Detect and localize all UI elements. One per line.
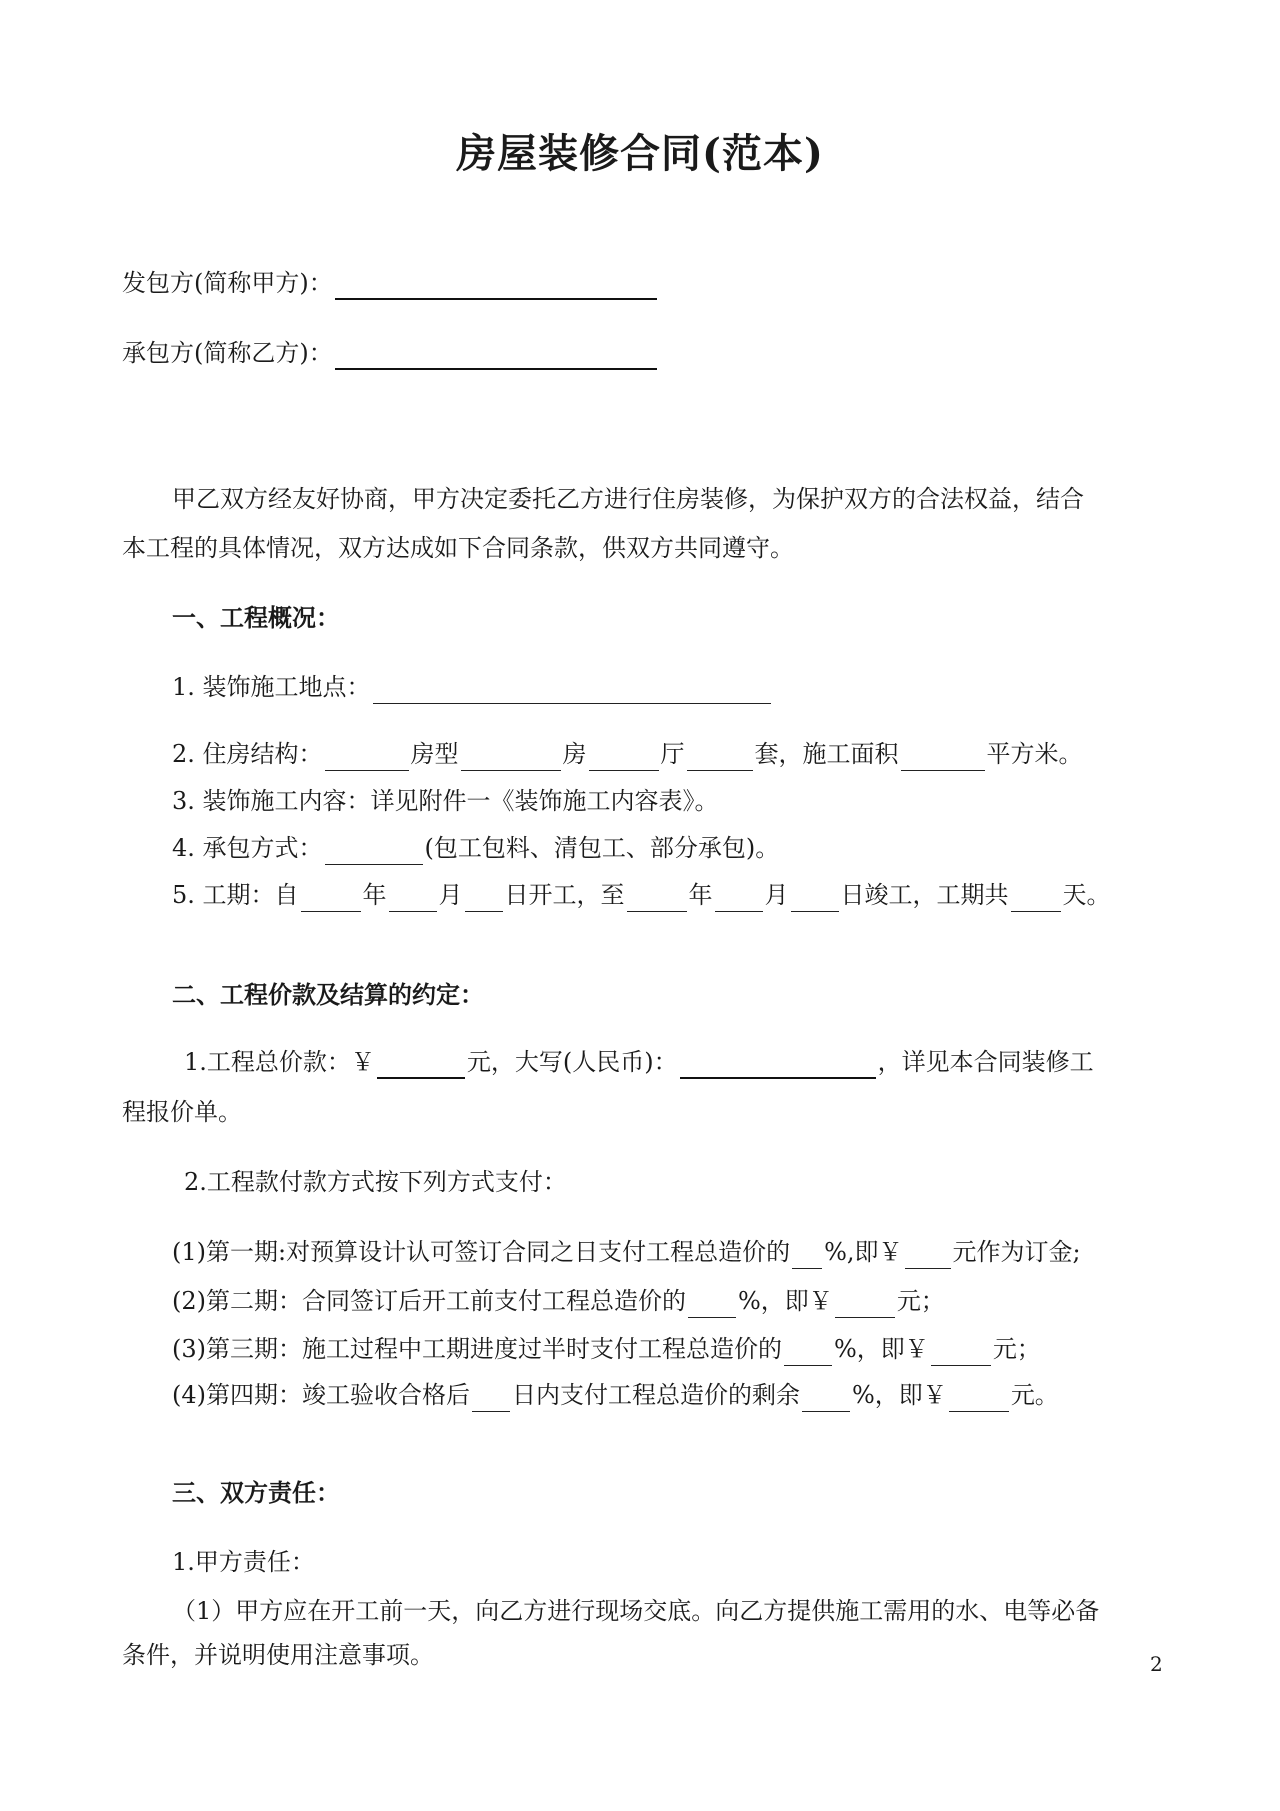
- item-1-3: 3. 装饰施工内容：详见附件一《装饰施工内容表》。: [172, 787, 719, 815]
- payment-2-suffix: 元；: [896, 1287, 945, 1315]
- payment-4-suffix: 元。: [1010, 1381, 1059, 1409]
- payment-1-amount-blank[interactable]: [905, 1242, 951, 1269]
- payment-3: [172, 1332, 1041, 1366]
- item-1-1-label: 1. 装饰施工地点：: [172, 673, 371, 701]
- item-1-2: [172, 737, 1083, 771]
- payment-2: [172, 1284, 945, 1318]
- total-price-words-label: 元，大写(人民币)：: [466, 1048, 678, 1076]
- preamble-line-2: 本工程的具体情况，双方达成如下合同条款，供双方共同遵守。: [122, 534, 794, 562]
- payment-4-days-blank[interactable]: [472, 1385, 510, 1412]
- area-blank[interactable]: [901, 744, 985, 771]
- party-a-duty-1-line-2: 条件，并说明使用注意事项。: [122, 1641, 434, 1669]
- party-a-duty-1-line-1: （1）甲方应在开工前一天，向乙方进行现场交底。向乙方提供施工需用的水、电等必备: [172, 1597, 1100, 1625]
- payment-4-label: (4)第四期：竣工验收合格后: [172, 1381, 470, 1409]
- item-1-2-label: 2. 住房结构：: [172, 740, 323, 768]
- halls-blank[interactable]: [589, 744, 659, 771]
- end-year-text: 年: [688, 881, 713, 909]
- payment-1-suffix: 元作为订金;: [952, 1238, 1081, 1266]
- section-1-heading: 一、工程概况：: [172, 603, 340, 632]
- construction-address-blank[interactable]: [373, 677, 771, 704]
- duration-days-text: 天。: [1062, 881, 1111, 909]
- section-2-heading: 二、工程价款及结算的约定：: [172, 980, 484, 1009]
- party-a-blank[interactable]: [335, 272, 657, 300]
- start-day-text: 日开工，至: [504, 881, 625, 909]
- total-price-words-blank[interactable]: [680, 1051, 876, 1079]
- end-day-blank[interactable]: [791, 885, 839, 912]
- item-2-1-line-2: 程报价单。: [122, 1098, 242, 1126]
- payment-2-amount-blank[interactable]: [835, 1291, 895, 1318]
- item-1-4-label: 4. 承包方式：: [172, 834, 323, 862]
- units-area-text: 套，施工面积: [754, 740, 899, 768]
- duration-days-blank[interactable]: [1011, 885, 1061, 912]
- payment-1-amount-label: %,即￥: [824, 1238, 903, 1266]
- preamble-line-1: 甲乙双方经友好协商，甲方决定委托乙方进行住房装修，为保护双方的合法权益，结合: [172, 485, 1084, 513]
- payment-4-amount-blank[interactable]: [949, 1385, 1009, 1412]
- contract-mode-options: (包工包料、清包工、部分承包)。: [424, 834, 780, 862]
- payment-3-amount-blank[interactable]: [931, 1339, 991, 1366]
- total-price-blank[interactable]: [377, 1051, 465, 1079]
- end-year-blank[interactable]: [627, 885, 687, 912]
- item-2-1: [184, 1045, 1094, 1079]
- party-b-label: 承包方(简称乙方)：: [122, 339, 333, 367]
- payment-1-percent-blank[interactable]: [792, 1242, 822, 1269]
- payment-3-suffix: 元；: [992, 1335, 1041, 1363]
- payment-3-percent-blank[interactable]: [784, 1339, 832, 1366]
- payment-4-remaining-label: 日内支付工程总造价的剩余: [512, 1381, 800, 1409]
- item-2-1-label: 1.工程总价款：￥: [184, 1048, 375, 1076]
- item-1-5-label: 5. 工期：自: [172, 881, 299, 909]
- page-number: 2: [1150, 1652, 1163, 1676]
- payment-4: [172, 1378, 1059, 1412]
- payment-1: [172, 1235, 1081, 1269]
- payment-4-amount-label: %，即￥: [852, 1381, 947, 1409]
- end-month-text: 月: [764, 881, 789, 909]
- item-2-2: 2.工程款付款方式按下列方式支付：: [184, 1168, 567, 1196]
- payment-1-label: (1)第一期:对预算设计认可签订合同之日支付工程总造价的: [172, 1238, 791, 1266]
- item-1-4: [172, 831, 779, 865]
- area-unit-text: 平方米。: [986, 740, 1083, 768]
- section-3-sub-1: 1.甲方责任：: [172, 1548, 315, 1576]
- halls-text: 厅: [660, 740, 685, 768]
- end-month-blank[interactable]: [715, 885, 763, 912]
- start-year-text: 年: [362, 881, 387, 909]
- item-1-1: [172, 670, 773, 704]
- payment-2-amount-label: %，即￥: [738, 1287, 833, 1315]
- party-b-row: [122, 336, 659, 370]
- rooms-blank[interactable]: [461, 744, 561, 771]
- payment-2-label: (2)第二期：合同签订后开工前支付工程总造价的: [172, 1287, 686, 1315]
- payment-4-percent-blank[interactable]: [802, 1385, 850, 1412]
- house-type-text: 房型: [410, 740, 459, 768]
- payment-3-amount-label: %，即￥: [834, 1335, 929, 1363]
- house-type-blank[interactable]: [325, 744, 409, 771]
- party-a-label: 发包方(简称甲方)：: [122, 269, 333, 297]
- payment-3-label: (3)第三期：施工过程中工期进度过半时支付工程总造价的: [172, 1335, 782, 1363]
- end-day-text: 日竣工，工期共: [840, 881, 1009, 909]
- party-a-row: [122, 266, 659, 300]
- start-day-blank[interactable]: [465, 885, 503, 912]
- contract-mode-blank[interactable]: [325, 838, 423, 865]
- start-month-blank[interactable]: [389, 885, 437, 912]
- units-blank[interactable]: [687, 744, 753, 771]
- item-1-5: [172, 878, 1111, 912]
- section-3-heading: 三、双方责任：: [172, 1478, 340, 1507]
- party-b-blank[interactable]: [335, 342, 657, 370]
- payment-2-percent-blank[interactable]: [688, 1291, 736, 1318]
- rooms-text: 房: [562, 740, 587, 768]
- start-year-blank[interactable]: [301, 885, 361, 912]
- item-2-1-suffix: ，详见本合同装修工: [877, 1048, 1094, 1076]
- page-title: 房屋装修合同(范本): [456, 130, 824, 177]
- start-month-text: 月: [438, 881, 463, 909]
